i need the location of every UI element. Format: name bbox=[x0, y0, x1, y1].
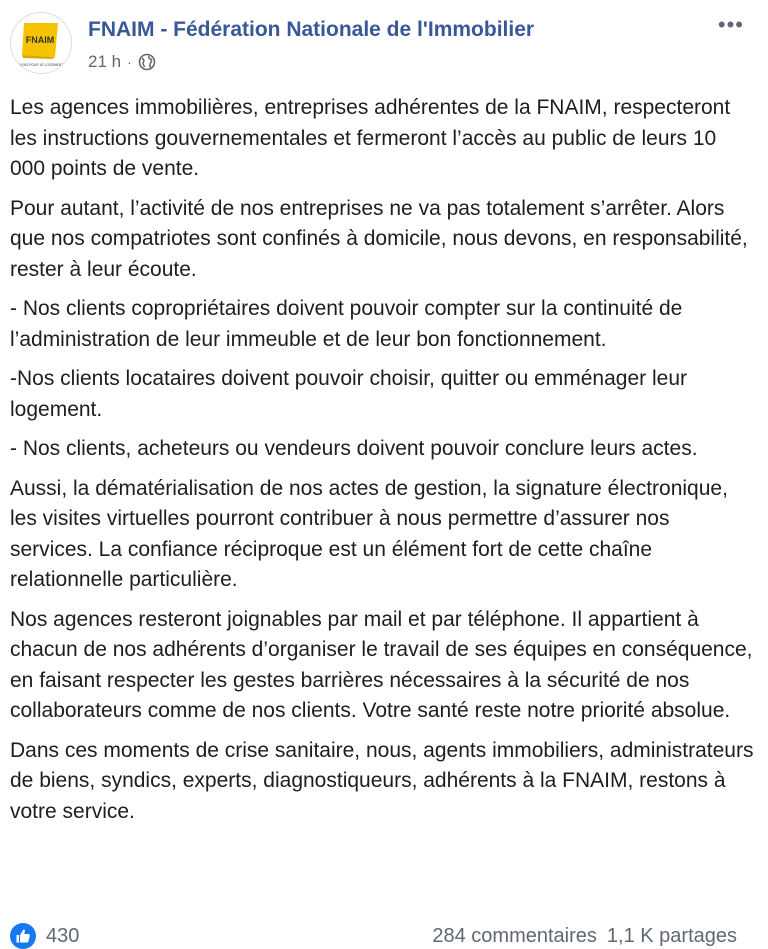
more-options-icon[interactable]: ••• bbox=[717, 12, 744, 37]
post-header bbox=[0, 0, 768, 86]
post-paragraph: Nos agences resteront joignables par mail et par téléphone. Il appartient à chacun de nos adhérents d’organiser le travail de ses équipes en conséquence, en faisant respecter les gestes barrières nécessaires à la sécurité de nos collaborateurs comme de nos clients. Votre santé reste notre priorité absolue. bbox=[10, 607, 753, 722]
like-icon[interactable] bbox=[10, 923, 36, 949]
shares-count-link[interactable]: 1,1 K partages bbox=[606, 925, 737, 947]
post-paragraph: Pour autant, l’activité de nos entreprises ne va pas totalement s’arrêter. Alors que nos compatriotes sont confinés à domicile, nous devons, en responsabilité, rester à leur écoute. bbox=[10, 196, 748, 281]
post-paragraph: -Nos clients locataires doivent pouvoir choisir, quitter ou emménager leur logement. bbox=[10, 367, 687, 421]
fnaim-logo bbox=[11, 13, 71, 73]
post-paragraph: Les agences immobilières, entreprises adhérentes de la FNAIM, respecteront les instructions gouvernementales et fermeront l’accès au public de leurs 10 000 points de vente. bbox=[10, 96, 731, 180]
post-paragraph: Aussi, la dématérialisation de nos actes de gestion, la signature électronique, les visites virtuelles pourront contribuer à nous permettre d’assurer nos services. La confiance réciproque est un élément fort de cette chaîne relationnelle particulière. bbox=[10, 476, 728, 591]
post-paragraph: - Nos clients copropriétaires doivent pouvoir compter sur la continuité de l’administration de leur immeuble et de leur bon fonctionnement. bbox=[10, 297, 683, 351]
post-footer bbox=[0, 922, 768, 949]
logo-text: FNAIM bbox=[25, 35, 55, 45]
logo-tagline: NOUS POUR LE LOGEMENT bbox=[18, 63, 64, 67]
globe-icon[interactable] bbox=[138, 53, 156, 71]
post-timestamp[interactable]: 21 h bbox=[88, 52, 122, 71]
post-message bbox=[10, 93, 755, 836]
engagement-stats bbox=[432, 925, 737, 948]
post-meta bbox=[88, 52, 156, 72]
post-paragraph: - Nos clients, acheteurs ou vendeurs doivent pouvoir conclure leurs actes. bbox=[10, 437, 698, 460]
page-avatar[interactable] bbox=[10, 12, 72, 74]
meta-separator: · bbox=[127, 54, 132, 70]
comments-count-link[interactable]: 284 commentaires bbox=[432, 925, 597, 947]
reaction-count[interactable]: 430 bbox=[46, 925, 80, 947]
page-name-link[interactable]: FNAIM - Fédération Nationale de l'Immobilier bbox=[88, 18, 535, 41]
post-paragraph: Dans ces moments de crise sanitaire, nous, agents immobiliers, administrateurs de biens, syndics, experts, diagnostiqueurs, adhérents à la FNAIM, restons à votre service. bbox=[10, 738, 754, 823]
